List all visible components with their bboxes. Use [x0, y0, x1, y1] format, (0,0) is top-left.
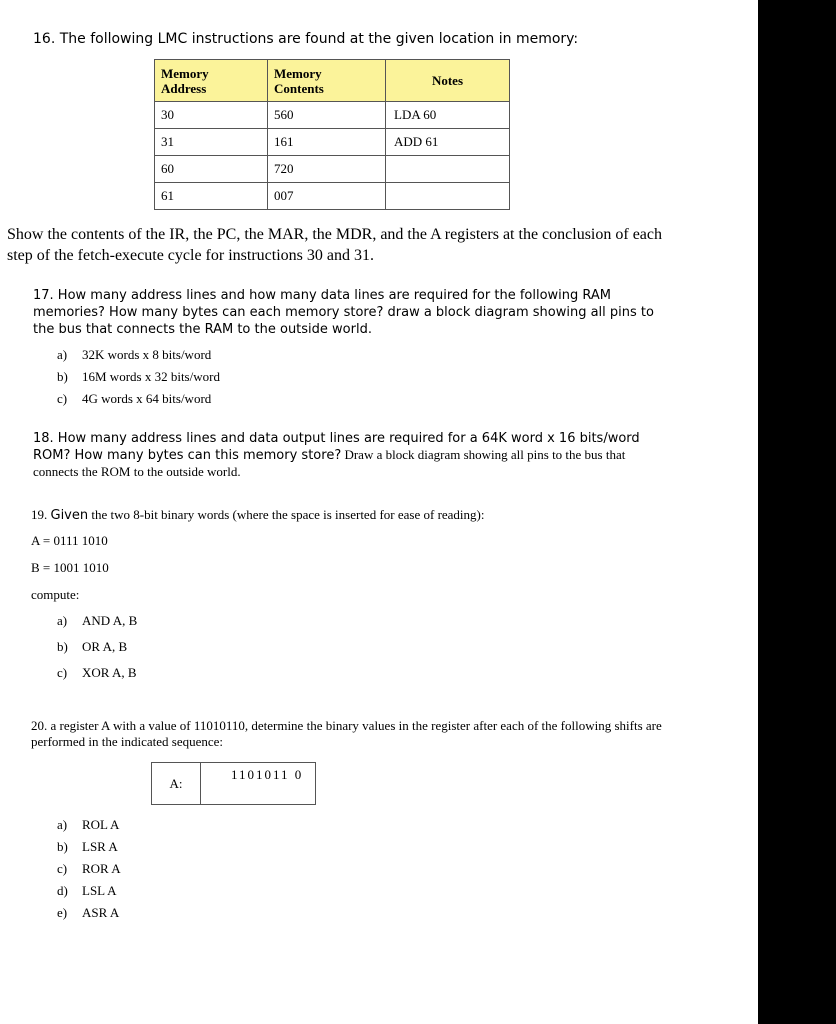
q19-a-value: A = 0111 1010 — [31, 533, 108, 548]
cell-contents: 560 — [268, 102, 386, 129]
q16-title: 16. The following LMC instructions are found at the given location in memory: — [33, 31, 579, 47]
cell-contents: 007 — [268, 183, 386, 210]
cell-notes — [386, 183, 510, 210]
q19-given: Given — [50, 508, 89, 523]
cell-contents: 720 — [268, 156, 386, 183]
option-text: XOR A, B — [82, 665, 137, 680]
cell-notes — [386, 156, 510, 183]
option-text: 4G words x 64 bits/word — [82, 391, 212, 406]
register-box — [151, 762, 316, 805]
q19-option-c — [57, 665, 137, 681]
q19-b-value: B = 1001 1010 — [31, 560, 109, 575]
q20-question: 20. a register A with a value of 11010110, determine the binary values in the register after each of the following shifts are performed in the indicated sequence: — [31, 718, 662, 749]
q19-option-b — [57, 639, 127, 655]
table-row — [155, 102, 510, 129]
option-text: ASR A — [82, 905, 120, 920]
table-row — [155, 156, 510, 183]
option-text: LSR A — [82, 839, 118, 854]
q19-compute-label: compute: — [31, 587, 80, 602]
cell-address: 31 — [155, 129, 268, 156]
memory-table — [154, 59, 510, 210]
cell-contents: 161 — [268, 129, 386, 156]
q17-option-b — [57, 369, 220, 385]
option-text: AND A, B — [82, 613, 138, 628]
option-letter: b) — [57, 639, 68, 654]
q19-text: the two 8-bit binary words (where the space is inserted for ease of reading): — [88, 507, 485, 522]
q20-option-c — [57, 861, 121, 877]
cell-address: 30 — [155, 102, 268, 129]
q20-option-a — [57, 817, 119, 833]
q16-instruction: Show the contents of the IR, the PC, the MAR, the MDR, and the A registers at the conclusion of each step of the fetch-execute cycle for instructions 30 and 31. — [7, 226, 662, 264]
option-text: LSL A — [82, 883, 117, 898]
register-value: 1101011 0 — [231, 767, 304, 782]
cell-address: 61 — [155, 183, 268, 210]
table-row — [155, 129, 510, 156]
option-text: ROR A — [82, 861, 121, 876]
option-letter: a) — [57, 817, 68, 832]
q20-option-e — [57, 905, 119, 921]
q20-option-b — [57, 839, 118, 855]
cell-notes: LDA 60 — [386, 102, 510, 129]
option-letter: c) — [57, 391, 68, 406]
memory-table-header-row — [155, 60, 510, 102]
option-letter: b) — [57, 369, 68, 384]
q19-number: 19. — [31, 507, 48, 522]
q18-text-tail: Draw a block diagram showing all pins to the bus that connects the ROM to the outside world. — [33, 447, 626, 479]
q17-question: 17. How many address lines and how many data lines are required for the following RAM memories? How many bytes can each memory store? draw a block diagram showing all pins to the bus that connects the RAM to the outside world. — [33, 288, 654, 337]
cell-address: 60 — [155, 156, 268, 183]
option-letter: a) — [57, 347, 68, 362]
option-letter: a) — [57, 613, 68, 628]
header-memory-address: Memory Address — [155, 60, 268, 102]
q17-option-a — [57, 347, 211, 363]
option-letter: c) — [57, 861, 68, 876]
q20-option-d — [57, 883, 117, 899]
option-text: 16M words x 32 bits/word — [82, 369, 220, 384]
cell-notes: ADD 61 — [386, 129, 510, 156]
option-text: 32K words x 8 bits/word — [82, 347, 212, 362]
register-label: A: — [152, 763, 201, 804]
table-row — [155, 183, 510, 210]
q19-option-a — [57, 613, 137, 629]
option-letter: c) — [57, 665, 68, 680]
option-letter: d) — [57, 883, 68, 898]
q19-question — [31, 507, 485, 523]
q18-question — [33, 430, 673, 480]
q18-text-main: 18. How many address lines and data output lines are required for a 64K word x 16 bits/word ROM? How many bytes can this memory store? — [33, 431, 640, 463]
header-notes: Notes — [386, 60, 510, 102]
q17-option-c — [57, 391, 211, 407]
option-text: ROL A — [82, 817, 120, 832]
right-black-bar — [758, 0, 836, 1024]
header-memory-contents: Memory Contents — [268, 60, 386, 102]
option-letter: b) — [57, 839, 68, 854]
option-letter: e) — [57, 905, 68, 920]
option-text: OR A, B — [82, 639, 128, 654]
